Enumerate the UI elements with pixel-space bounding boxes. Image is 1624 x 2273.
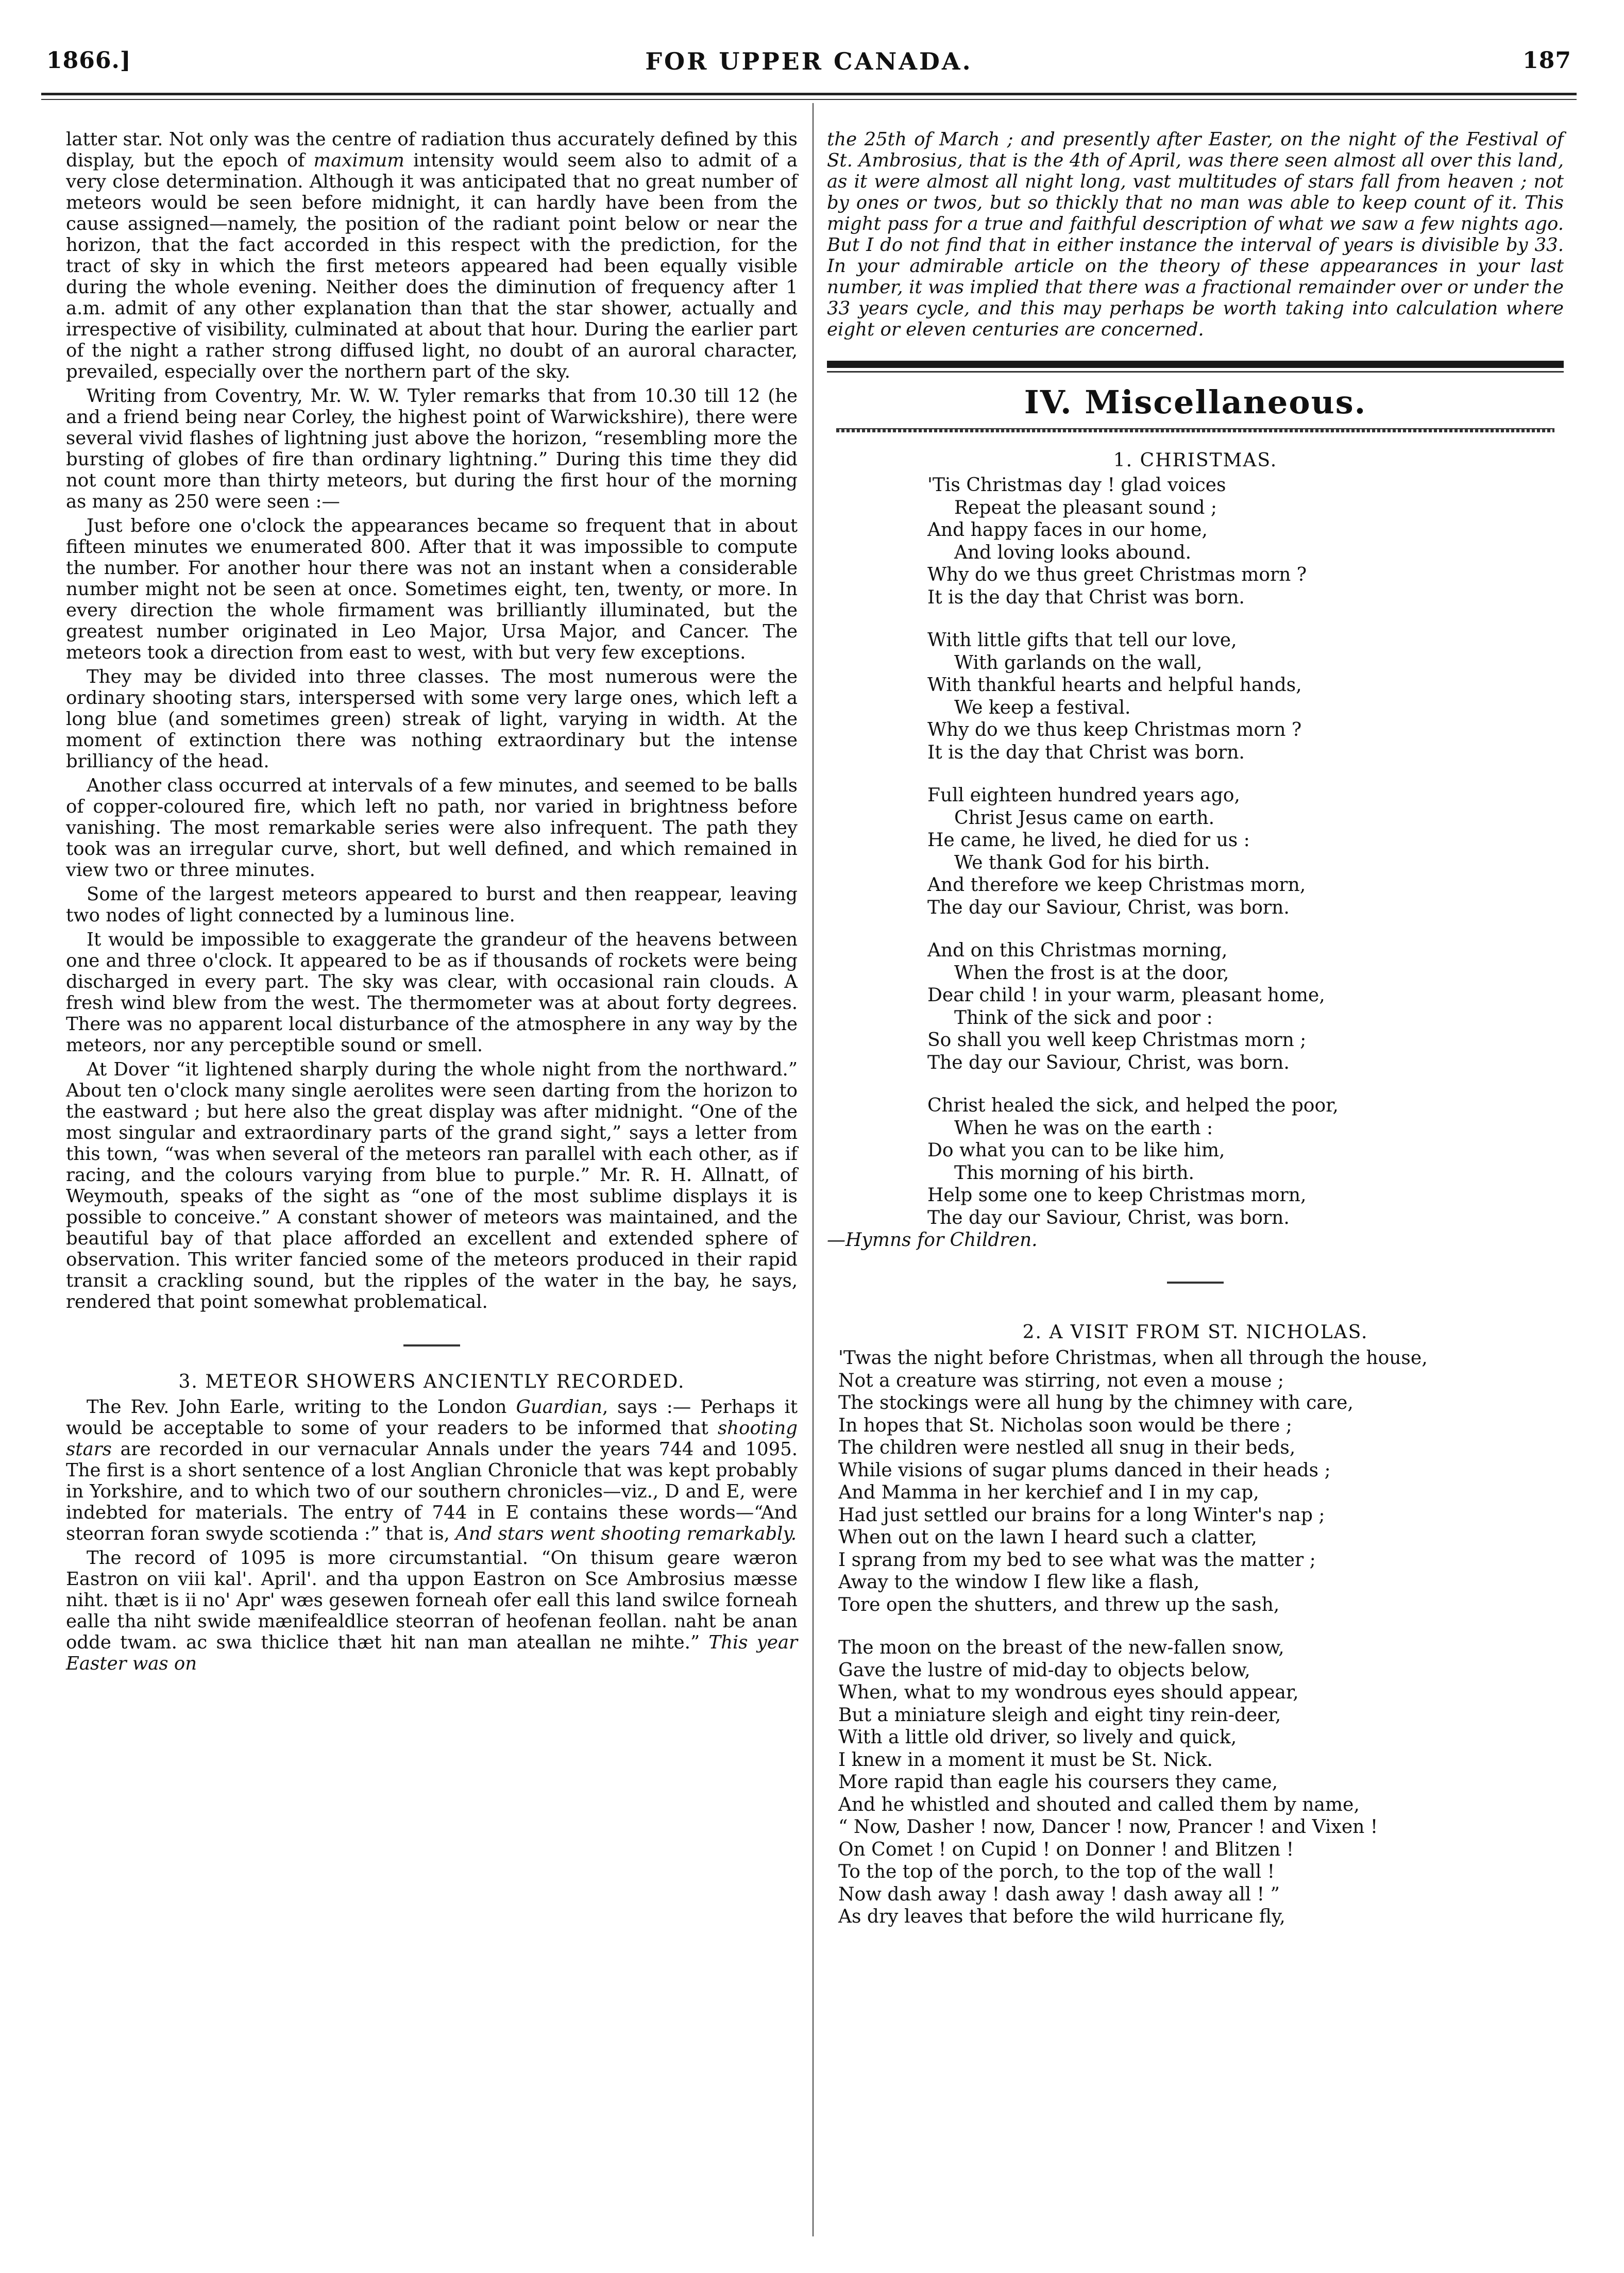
poem-line: Now dash away ! dash away ! dash away all ! ” [838,1883,1280,1905]
poem-line: When the frost is at the door, [954,962,1229,984]
paragraph: They may be divided into three classes. The most numerous were the ordinary shooting stars, interspersed with some very large ones, which left a long blue (and sometimes green) streak of light, varying in width. At the moment of extinction there was nothing extraordinary but the intense brilliancy of the head. [66,666,798,772]
paragraph: Just before one o'clock the appearances became so frequent that in about fifteen minutes we enumerated 800. After that it was impossible to compute the number. For another hour there was not an instant when a considerable number might not be seen at once. Sometimes eight, ten, twenty, or more. In every direction the whole firmament was brilliantly illuminated, but the greatest number originated in Leo Major, Ursa Major, and Cancer. The meteors took a direction from east to west, with but very few exceptions. [66,515,798,663]
header-rule-thick [41,93,1577,95]
poem-stanza [927,784,1564,919]
poem-line: Gave the lustre of mid-day to objects below, [838,1659,1250,1681]
poem-line: I sprang from my bed to see what was the matter ; [838,1549,1316,1571]
poem-line: The day our Saviour, Christ, was born. [927,1052,1290,1073]
poem-line: It is the day that Christ was born. [927,586,1245,608]
poem-line: When he was on the earth : [954,1117,1213,1139]
paragraph: latter star. Not only was the centre of radiation thus accurately defined by this display, but the epoch of maximum intensity would seem also to admit of a very close determination. Although it was anticipated that no great number of meteors would be seen before midnight, it can hardly have been from the cause assigned—namely, the position of the radiant point below or near the horizon, that the fact accorded in this respect with the prediction, for the tract of sky in which the first meteors appeared had been equally visible during the whole evening. Neither does the diminution of frequency after 1 a.m. admit of any other explanation than that the star shower, actually and irrespective of visibility, culminated at about that hour. During the earlier part of the night a rather strong diffused light, no doubt of an auroral character, prevailed, especially over the northern part of the sky. [66,129,798,382]
poem1-title: 1. CHRISTMAS. [1113,450,1278,471]
header-title: FOR UPPER CANADA. [645,47,973,75]
poem-line: To the top of the porch, to the top of the wall ! [838,1861,1275,1882]
paragraph: It would be impossible to exaggerate the grandeur of the heavens between one and three o'clock. It appeared to be as if thousands of rockets were being discharged in every part. The sky was clear, with occasional rain clouds. A fresh wind blew from the west. The thermometer was at about forty degrees. There was no apparent local disturbance of the atmosphere in any way by the meteors, nor any perceptible sound or smell. [66,929,798,1056]
poem-line: The moon on the breast of the new-fallen snow, [838,1637,1284,1658]
poem-line: 'Twas the night before Christmas, when all through the house, [838,1348,1428,1369]
poem-line: The stockings were all hung by the chimney with care, [838,1392,1354,1413]
poem-line: He came, he lived, he died for us : [927,830,1250,851]
poem-line: More rapid than eagle his coursers they came, [838,1772,1278,1793]
poem-line: On Comet ! on Cupid ! on Donner ! and Blitzen ! [838,1839,1294,1860]
poem-line: And on this Christmas morning, [927,940,1228,961]
header-year: 1866.] [46,47,131,74]
paragraph: Some of the largest meteors appeared to burst and then reappear, leaving two nodes of light connected by a luminous line. [66,884,798,926]
poem-line: And loving looks abound. [954,542,1192,563]
poem-line: 'Tis Christmas day ! glad voices [927,475,1226,496]
poem-line: Away to the window I flew like a flash, [838,1572,1200,1593]
poem-line: Dear child ! in your warm, pleasant home, [927,985,1325,1006]
wavy-rule [836,428,1554,432]
poem-stanza [838,1347,1564,1616]
paragraph: The Rev. John Earle, writing to the London Guardian, says :— Perhaps it would be acceptable to some of your readers to be informed that shooting stars are recorded in our vernacular Annals under the years 744 and 1095. The first is a short sentence of a lost Anglian Chronicle that was kept probably in Yorkshire, and to which two of our southern chronicles—viz., D and E, were indebted for materials. The entry of 744 in E contains these words—“And steorran foran swyde scotienda :” that is, And stars went shooting remarkably. [66,1396,798,1544]
poem-line: As dry leaves that before the wild hurricane fly, [838,1906,1285,1927]
poem-line: And happy faces in our home, [927,519,1208,541]
poem-line: When out on the lawn I heard such a clatter, [838,1527,1257,1548]
section3-title: 3. METEOR SHOWERS ANCIENTLY RECORDED. [178,1371,685,1392]
header-page-number: 187 [1523,47,1571,74]
poem-christmas [927,474,1564,1229]
poem-line: With a little old driver, so lively and quick, [838,1727,1237,1748]
poem-line: Had just settled our brains for a long Winter's nap ; [838,1504,1325,1526]
poem-line: In hopes that St. Nicholas soon would be there ; [838,1415,1292,1436]
poem-line: And Mamma in her kerchief and I in my cap, [838,1482,1259,1503]
poem-line: We keep a festival. [954,697,1131,718]
poem-visit-from-st-nicholas [838,1347,1564,1928]
poem-stanza [927,629,1564,764]
thick-rule [827,361,1564,368]
paragraph: the 25th of March ; and presently after Easter, on the night of the Festival of St. Ambrosius, that is the 4th of April, was there seen almost all over this land, as it were almost all night long, vast multitudes of stars fall from heaven ; not by ones or twos, but so thickly that no man was able to keep count of it. This might pass for a true and faithful description of what we saw a few nights ago. But I do not find that in either instance the interval of years is divisible by 33. In your admirable article on the theory of these appearances in your last number, it was implied that there was a fractional remainder over or under the 33 years cycle, and this may perhaps be worth taking into calculation where eight or eleven centuries are concerned. [827,129,1564,340]
poem-line: Why do we thus greet Christmas morn ? [927,564,1307,585]
paragraph: At Dover “it lightened sharply during the whole night from the northward.” About ten o'clock many single aerolites were seen darting from the horizon to the eastward ; but here also the great display was after midnight. “One of the most singular and extraordinary parts of the grand sight,” says a letter from this town, “was when several of the meteors ran parallel with each other, as if racing, and the colours varying from blue to purple.” Mr. R. H. Allnatt, of Weymouth, speaks of the sight as “one of the most sublime displays it is possible to conceive.” A constant shower of meteors was maintained, and the beautiful bay of that place afforded an excellent and extended sphere of observation. This writer fancied some of the meteors produced in their rapid transit a crackling sound, but the ripples of the water in the bay, he says, rendered that point somewhat problematical. [66,1059,798,1312]
poem-line: But a miniature sleigh and eight tiny rein-deer, [838,1704,1281,1726]
poem-line: I knew in a moment it must be St. Nick. [838,1749,1213,1771]
poem-line: With garlands on the wall, [954,652,1203,674]
poem-line: The day our Saviour, Christ, was born. [927,897,1290,918]
poem-line: Christ healed the sick, and helped the poor, [927,1095,1339,1116]
poem-line: Not a creature was stirring, not even a mouse ; [838,1370,1284,1391]
poem-line: Do what you can to be like him, [927,1140,1225,1161]
poem-line: Why do we thus keep Christmas morn ? [927,719,1302,740]
poem-line: With little gifts that tell our love, [927,630,1237,651]
poem-line: Tore open the shutters, and threw up the sash, [838,1594,1280,1615]
poem-line: When, what to my wondrous eyes should appear, [838,1682,1299,1703]
poem-line: This morning of his birth. [954,1162,1194,1184]
left-column [66,129,798,1674]
poem-stanza [838,1637,1564,1928]
right-column [827,129,1564,1928]
poem-line: And therefore we keep Christmas morn, [927,874,1306,896]
poem-line: Full eighteen hundred years ago, [927,785,1240,806]
poem-stanza [927,1095,1564,1229]
page-header [41,47,1577,94]
poem-line: It is the day that Christ was born. [927,742,1245,763]
poem-line: Think of the sick and poor : [954,1007,1213,1029]
poem-stanza [927,474,1564,609]
poem-stanza [927,939,1564,1074]
poem-line: So shall you well keep Christmas morn ; [927,1030,1307,1051]
poem-line: The day our Saviour, Christ, was born. [927,1207,1290,1228]
paragraph: The record of 1095 is more circumstantial. “On thisum geare wæron Eastron on viii kal'. April'. and tha uppon Eastron on Sce Ambrosius mæsse niht. thæt is ii no' Apr' wæs gesewen forneah ofer eall this land swilce forneah ealle tha niht swide mænifealdlice steorran of heofenan feollan. naht be anan odde twam. ac swa thiclice thæt hit nan man ateallan ne mihte.” This year Easter was on [66,1547,798,1674]
poem-line: The children were nestled all snug in their beds, [838,1437,1296,1458]
poem-line: While visions of sugar plums danced in their heads ; [838,1459,1331,1481]
column-divider [813,103,814,2236]
poem-line: Repeat the pleasant sound ; [954,497,1217,518]
poem-line: Christ Jesus came on earth. [954,807,1215,829]
poem1-attribution: —Hymns for Children. [827,1230,1038,1251]
paragraph: Another class occurred at intervals of a few minutes, and seemed to be balls of copper-coloured fire, which left no path, nor varied in brightness before vanishing. The most remarkable series were also infrequent. The path they took was an irregular curve, short, but well defined, and which remained in view two or three minutes. [66,775,798,881]
poem-line: With thankful hearts and helpful hands, [927,675,1302,696]
poem2-title: 2. A VISIT FROM ST. NICHOLAS. [1022,1322,1368,1343]
poem-line: Help some one to keep Christmas morn, [927,1185,1307,1206]
header-rule-thin [41,99,1577,100]
miscellaneous-heading: IV. Miscellaneous. [1024,383,1367,421]
thin-rule [827,371,1564,373]
paragraph: Writing from Coventry, Mr. W. W. Tyler remarks that from 10.30 till 12 (he and a friend being near Corley, the highest point of Warwickshire), there were several vivid flashes of lightning just above the horizon, “resembling more the bursting of globes of fire than ordinary lightning.” During this time they did not count more than thirty meteors, but during the first hour of the morning as many as 250 were seen :— [66,385,798,512]
poem-line: “ Now, Dasher ! now, Dancer ! now, Prancer ! and Vixen ! [838,1816,1378,1838]
poem-line: We thank God for his birth. [954,852,1210,873]
poem-line: And he whistled and shouted and called them by name, [838,1794,1360,1815]
section-double-rule [827,361,1564,378]
